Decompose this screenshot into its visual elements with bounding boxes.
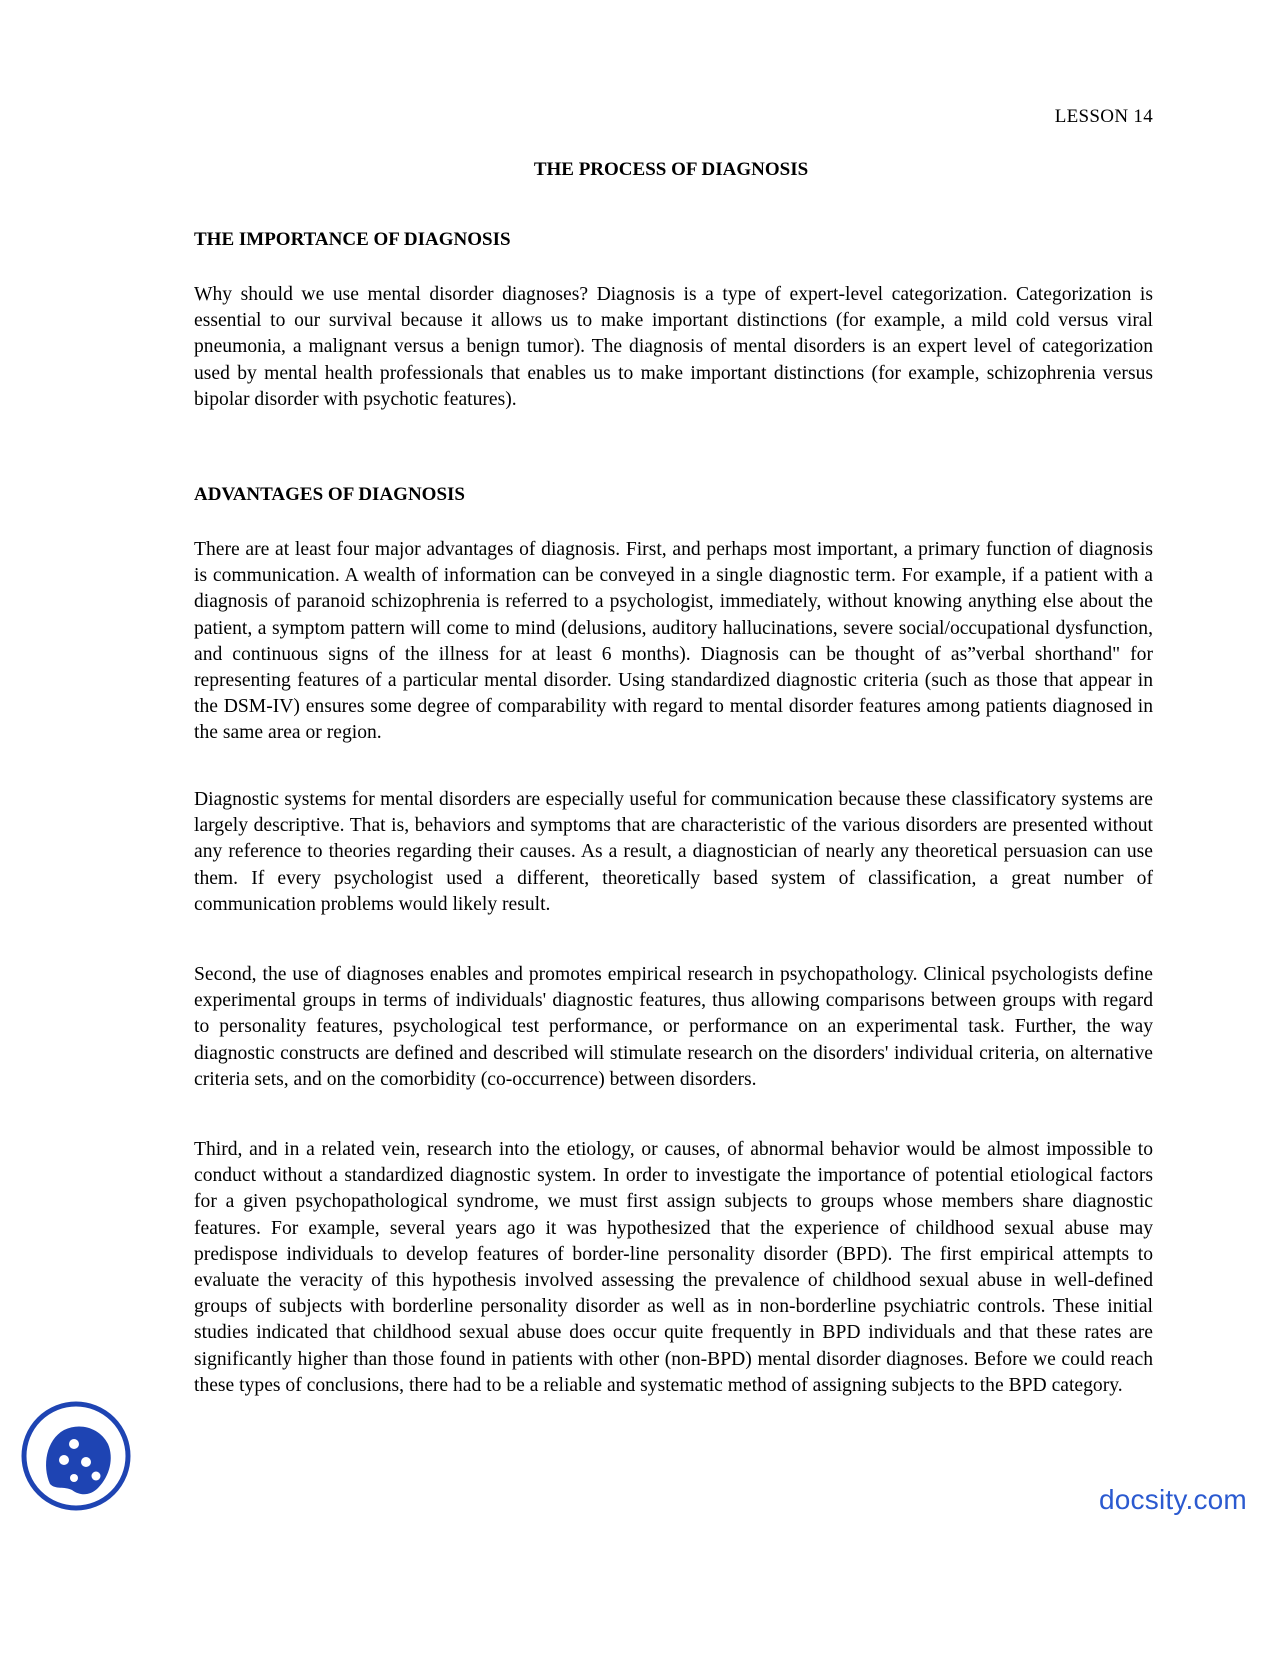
paragraph-advantages-third: Third, and in a related vein, research into the etiology, or causes, of abnormal behavior would be almost impossible to conduct without a standardized diagnostic system. In order to investigate the importance of potential etiological factors for a given psychopathological syndrome, we must first assign subjects to groups whose members share diagnostic features. For example, several years ago it was hypothesized that the experience of childhood sexual abuse may predispose individuals to develop features of border-line personality disorder (BPD). The first empirical attempts to evaluate the veracity of this hypothesis involved assessing the prevalence of childhood sexual abuse in well-defined groups of subjects with borderline personality disorder as well as in non-borderline psychiatric controls. These initial studies indicated that childhood sexual abuse does occur quite frequently in BPD individuals and that these rates are significantly higher than those found in patients with other (non-BPD) mental disorder diagnoses. Before we could reach these types of conclusions, there had to be a reliable and systematic method of assigning subjects to the BPD category. [194, 1139, 1153, 1396]
docsity-watermark[interactable]: docsity.com [1099, 1484, 1247, 1515]
page-title: THE PROCESS OF DIAGNOSIS [533, 159, 809, 180]
paragraph-advantages-second: Second, the use of diagnoses enables and promotes empirical research in psychopathology. Clinical psychologists define experimental groups in terms of individuals' diagnostic features, thus allowing comparisons between groups with regard to personality features, psychological test performance, or performance on an experimental task. Further, the way diagnostic constructs are defined and described will stimulate research on the disorders' individual criteria, on alternative criteria sets, and on the comorbidity (co-occurrence) between disorders. [194, 964, 1153, 1090]
paragraph-importance: Why should we use mental disorder diagnoses? Diagnosis is a type of expert-level categorization. Categorization is essential to our survival because it allows us to make important distinctions (for example, a mild cold versus viral pneumonia, a malignant versus a benign tumor). The diagnosis of mental disorders is an expert level of categorization used by mental health professionals that enables us to make important distinctions (for example, schizophrenia versus bipolar disorder with psychotic features). [194, 284, 1153, 410]
paragraph-advantages-descriptive: Diagnostic systems for mental disorders are especially useful for communication because these classificatory systems are largely descriptive. That is, behaviors and symptoms that are characteristic of the various disorders are presented without any reference to theories regarding their causes. As a result, a diagnostician of nearly any theoretical persuasion can use them. If every psychologist used a different, theoretically based system of classification, a great number of communication problems would likely result. [194, 789, 1153, 915]
section-heading-importance: THE IMPORTANCE OF DIAGNOSIS [194, 229, 511, 250]
section-heading-advantages: ADVANTAGES OF DIAGNOSIS [194, 484, 465, 505]
paragraph-advantages-first: There are at least four major advantages of diagnosis. First, and perhaps most important, a primary function of diagnosis is communication. A wealth of information can be conveyed in a single diagnostic term. For example, if a patient with a diagnosis of paranoid schizophrenia is referred to a psychologist, immediately, without knowing anything else about the patient, a symptom pattern will come to mind (delusions, auditory hallucinations, severe social/occupational dysfunction, and continuous signs of the illness for at least 6 months). Diagnosis can be thought of as”verbal shorthand" for representing features of a particular mental disorder. Using standardized diagnostic criteria (such as those that appear in the DSM-IV) ensures some degree of comparability with regard to mental disorder features among patients diagnosed in the same area or region. [194, 539, 1153, 744]
docsity-logo-icon [20, 1400, 132, 1512]
lesson-label: LESSON 14 [1054, 106, 1153, 127]
